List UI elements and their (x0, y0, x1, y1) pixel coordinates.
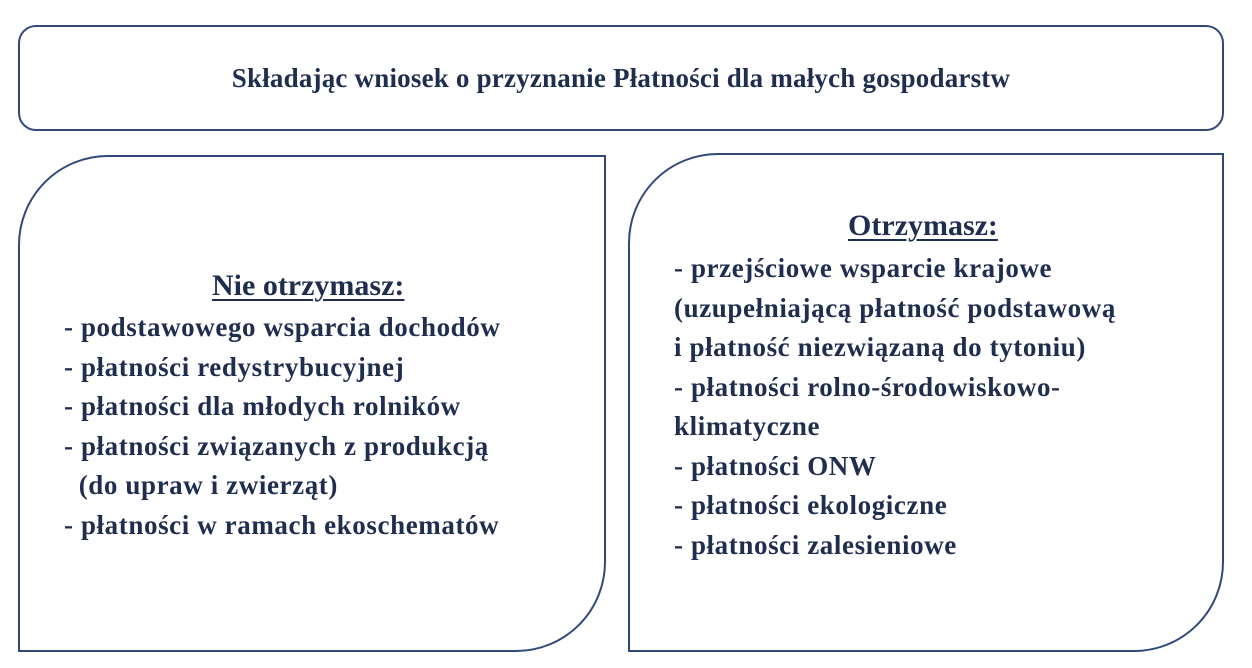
received-heading: Otrzymasz: (848, 209, 998, 242)
not-received-box (18, 155, 606, 652)
list-item: - płatności redystrybucyjnej (64, 351, 405, 382)
list-item: - płatności ONW (674, 450, 877, 481)
received-box (628, 153, 1224, 652)
title-box (18, 25, 1224, 131)
list-item: - płatności dla młodych rolników (64, 391, 461, 421)
received-list (674, 249, 1116, 565)
list-item: i płatność niezwiązaną do tytoniu) (674, 332, 1086, 362)
list-item: - płatności zalesieniowe (674, 529, 957, 560)
list-item: - płatności w ramach ekoschematów (64, 509, 500, 540)
list-item: klimatyczne (674, 411, 821, 441)
list-item: (do upraw i zwierząt) (64, 470, 338, 500)
list-item: - płatności ekologiczne (674, 490, 948, 520)
diagram-title: Składając wniosek o przyznanie Płatności dla małych gospodarstw (231, 62, 1011, 93)
list-item: - płatności związanych z produkcją (64, 430, 489, 461)
not-received-list (64, 308, 501, 545)
list-item: - przejściowe wsparcie krajowe (674, 253, 1053, 283)
list-item: - podstawowego wsparcia dochodów (64, 312, 501, 342)
list-item: - płatności rolno-środowiskowo- (674, 371, 1061, 402)
not-received-heading: Nie otrzymasz: (212, 269, 405, 302)
list-item: (uzupełniającą płatność podstawową (674, 292, 1116, 323)
